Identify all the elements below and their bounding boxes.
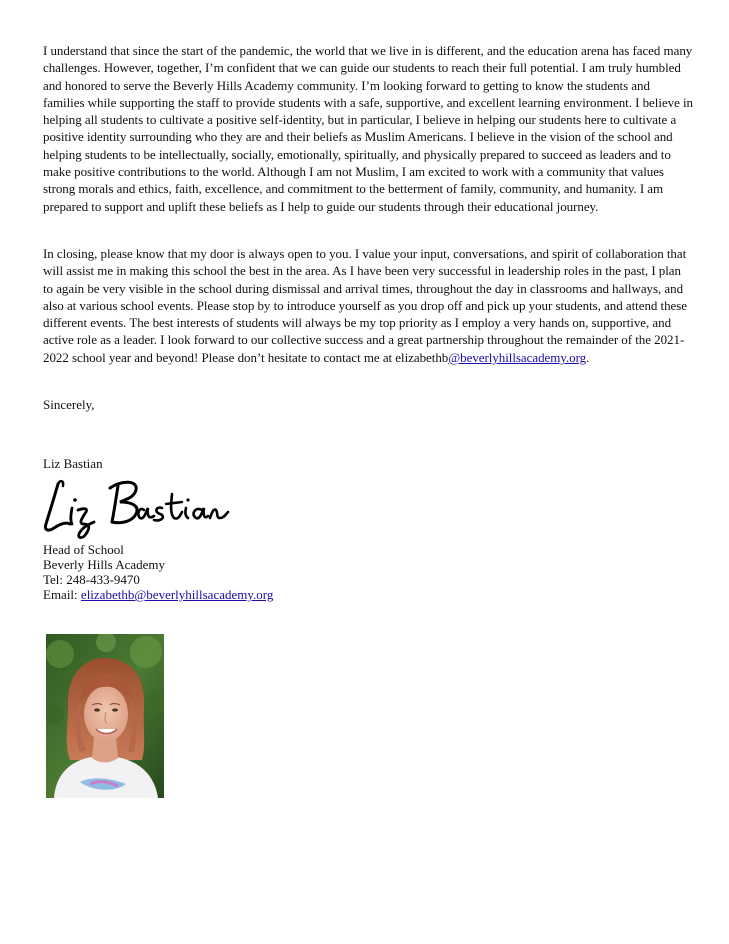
headshot-photo: [46, 634, 164, 798]
email-label: Email:: [43, 587, 81, 602]
signature-block: [43, 542, 273, 602]
telephone: Tel: 248-433-9470: [43, 572, 140, 587]
email-link-inline[interactable]: @beverlyhillsacademy.org: [448, 349, 587, 365]
signer-name: Liz Bastian: [43, 456, 103, 471]
paragraph-2-text: In closing, please know that my door is always open to you. I value your input, conversations, and spirit of collaboration that will assist me in making this school the best in the area. As I have been very successful in leadership roles in the past, I plan to again be very visible in the school during dismissal and arrival times, throughout the day in classrooms and hallways, and also at various school events. Please stop by to introduce yourself as you drop off and pick up your students, and attend these different events. The best interests of students will always be my top priority as I employ a very hands on, supportive, and active role as a leader. I look forward to our collective success and a great partnership throughout the remainder of the 2021-2022 school year and beyond! Please don’t hesitate to contact me at elizabethb: [43, 246, 688, 365]
body-paragraph-2: [43, 245, 693, 366]
paragraph-2-end: .: [586, 349, 590, 365]
body-paragraph-1: I understand that since the start of the pandemic, the world that we live in is different, and the education arena has faced many challenges. However, together, I’m confident that we can guide our students to reach their full potential. I am truly humbled and honored to serve the Beverly Hills Academy community. I’m looking forward to getting to know the students and families while supporting the staff to provide students with a safe, supportive, and excellent learning environment. I believe in helping all students to cultivate a positive self-identity, but in particular, I believe in helping our students here to cultivate a positive identity surrounding who they are and their beliefs as Muslim Americans. I believe in the vision of the school and helping students to be intellectually, socially, emotionally, spiritually, and physically prepared to succeed as leaders and to make positive contributions to the world. Although I am not Muslim, I am excited to work with a community that values strong morals and ethics, faith, excellence, and commitment to the betterment of family, community, and humanity. I am prepared to support and uplift these beliefs as I help to guide our students through their educational journey.: [43, 43, 694, 214]
handwritten-signature: [40, 472, 230, 544]
closing-salutation: Sincerely,: [43, 397, 95, 412]
organization-name: Beverly Hills Academy: [43, 557, 166, 572]
email-line: [43, 587, 273, 602]
email-link[interactable]: elizabethb@beverlyhillsacademy.org: [80, 587, 274, 602]
job-title: Head of School: [43, 542, 124, 557]
